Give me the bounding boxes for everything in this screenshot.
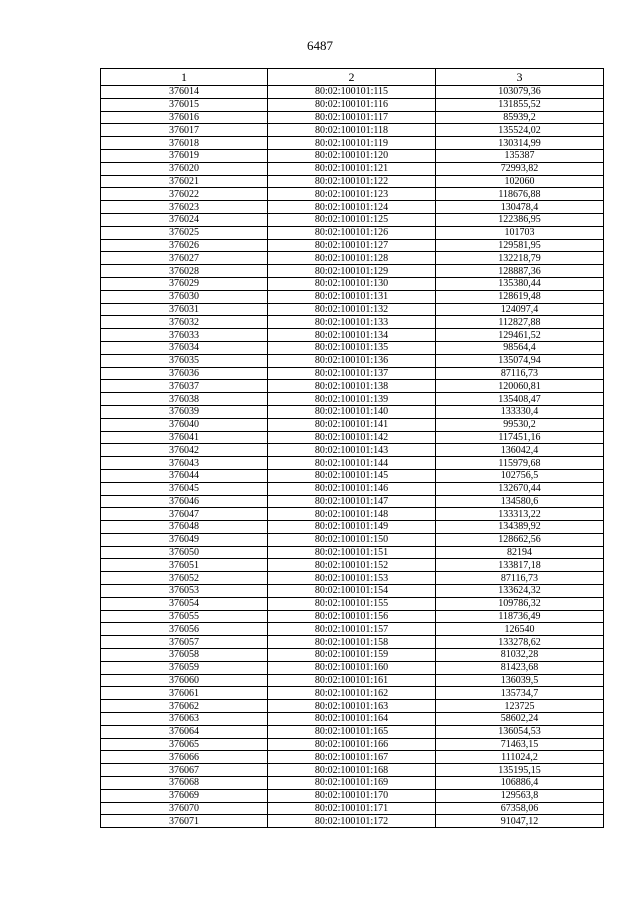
table-row: [101, 213, 604, 226]
table-row: [101, 649, 604, 662]
table-row: [101, 226, 604, 239]
cell-cadastral-id: 80:02:100101:154: [268, 585, 436, 598]
cell-value: 131855,52: [436, 98, 604, 111]
cell-value: 129461,52: [436, 329, 604, 342]
cell-value: 106886,4: [436, 777, 604, 790]
table-row: [101, 572, 604, 585]
cell-cadastral-id: 80:02:100101:138: [268, 380, 436, 393]
cell-value: 102060: [436, 175, 604, 188]
table-row: [101, 777, 604, 790]
table-row: [101, 687, 604, 700]
cell-number: 376048: [101, 521, 268, 534]
cell-number: 376049: [101, 533, 268, 546]
cell-number: 376041: [101, 431, 268, 444]
cell-cadastral-id: 80:02:100101:170: [268, 789, 436, 802]
cell-number: 376057: [101, 636, 268, 649]
table-row: [101, 316, 604, 329]
cell-value: 91047,12: [436, 815, 604, 828]
cell-number: 376051: [101, 559, 268, 572]
cell-value: 122386,95: [436, 213, 604, 226]
cell-cadastral-id: 80:02:100101:118: [268, 124, 436, 137]
table-row: [101, 380, 604, 393]
cell-value: 135408,47: [436, 393, 604, 406]
cell-value: 58602,24: [436, 713, 604, 726]
table-row: [101, 418, 604, 431]
cell-number: 376015: [101, 98, 268, 111]
cell-number: 376022: [101, 188, 268, 201]
cell-cadastral-id: 80:02:100101:121: [268, 162, 436, 175]
cell-value: 135074,94: [436, 354, 604, 367]
cell-cadastral-id: 80:02:100101:160: [268, 661, 436, 674]
table-row: [101, 610, 604, 623]
cell-number: 376014: [101, 86, 268, 99]
cell-cadastral-id: 80:02:100101:168: [268, 764, 436, 777]
cell-cadastral-id: 80:02:100101:157: [268, 623, 436, 636]
cell-number: 376026: [101, 239, 268, 252]
cell-cadastral-id: 80:02:100101:147: [268, 495, 436, 508]
table-row: [101, 111, 604, 124]
cell-cadastral-id: 80:02:100101:166: [268, 738, 436, 751]
table-row: [101, 457, 604, 470]
table-row: [101, 738, 604, 751]
cell-value: 124097,4: [436, 303, 604, 316]
cell-number: 376029: [101, 277, 268, 290]
cell-cadastral-id: 80:02:100101:144: [268, 457, 436, 470]
cell-number: 376032: [101, 316, 268, 329]
cell-cadastral-id: 80:02:100101:123: [268, 188, 436, 201]
cell-number: 376031: [101, 303, 268, 316]
cell-value: 132670,44: [436, 482, 604, 495]
cell-value: 129563,8: [436, 789, 604, 802]
cell-number: 376059: [101, 661, 268, 674]
cell-value: 101703: [436, 226, 604, 239]
table-row: [101, 431, 604, 444]
table-row: [101, 597, 604, 610]
table-row: [101, 329, 604, 342]
cell-number: 376046: [101, 495, 268, 508]
cell-cadastral-id: 80:02:100101:159: [268, 649, 436, 662]
cell-value: 135195,15: [436, 764, 604, 777]
cell-number: 376024: [101, 213, 268, 226]
cell-cadastral-id: 80:02:100101:116: [268, 98, 436, 111]
cell-value: 136039,5: [436, 674, 604, 687]
cell-cadastral-id: 80:02:100101:122: [268, 175, 436, 188]
cell-cadastral-id: 80:02:100101:143: [268, 444, 436, 457]
cell-value: 87116,73: [436, 367, 604, 380]
cell-cadastral-id: 80:02:100101:172: [268, 815, 436, 828]
cell-cadastral-id: 80:02:100101:167: [268, 751, 436, 764]
table-row: [101, 815, 604, 828]
cell-value: 135387: [436, 149, 604, 162]
table-row: [101, 175, 604, 188]
cell-value: 133330,4: [436, 405, 604, 418]
cell-cadastral-id: 80:02:100101:152: [268, 559, 436, 572]
table-row: [101, 162, 604, 175]
cell-cadastral-id: 80:02:100101:127: [268, 239, 436, 252]
table-row: [101, 98, 604, 111]
cell-cadastral-id: 80:02:100101:132: [268, 303, 436, 316]
cell-value: 102756,5: [436, 469, 604, 482]
cell-value: 130478,4: [436, 201, 604, 214]
cell-value: 128887,36: [436, 265, 604, 278]
cell-cadastral-id: 80:02:100101:137: [268, 367, 436, 380]
cell-cadastral-id: 80:02:100101:129: [268, 265, 436, 278]
cell-value: 98564,4: [436, 341, 604, 354]
table-row: [101, 124, 604, 137]
column-header-1: 1: [101, 69, 268, 86]
cell-cadastral-id: 80:02:100101:161: [268, 674, 436, 687]
table-row: [101, 508, 604, 521]
table-row: [101, 405, 604, 418]
table-row: [101, 521, 604, 534]
cell-number: 376023: [101, 201, 268, 214]
cell-number: 376070: [101, 802, 268, 815]
table-row: [101, 802, 604, 815]
column-header-2: 2: [268, 69, 436, 86]
cell-cadastral-id: 80:02:100101:133: [268, 316, 436, 329]
cell-number: 376060: [101, 674, 268, 687]
cell-value: 128619,48: [436, 290, 604, 303]
table-row: [101, 137, 604, 150]
cell-value: 115979,68: [436, 457, 604, 470]
cell-number: 376064: [101, 725, 268, 738]
cell-number: 376028: [101, 265, 268, 278]
table-row: [101, 533, 604, 546]
cell-value: 134580,6: [436, 495, 604, 508]
cell-value: 134389,92: [436, 521, 604, 534]
cell-number: 376047: [101, 508, 268, 521]
cell-cadastral-id: 80:02:100101:141: [268, 418, 436, 431]
cell-number: 376030: [101, 290, 268, 303]
cell-cadastral-id: 80:02:100101:145: [268, 469, 436, 482]
cell-cadastral-id: 80:02:100101:126: [268, 226, 436, 239]
cell-number: 376050: [101, 546, 268, 559]
cell-number: 376036: [101, 367, 268, 380]
cell-value: 135734,7: [436, 687, 604, 700]
table-row: [101, 713, 604, 726]
cell-number: 376034: [101, 341, 268, 354]
table-row: [101, 393, 604, 406]
cell-number: 376033: [101, 329, 268, 342]
cell-value: 136042,4: [436, 444, 604, 457]
cell-value: 132218,79: [436, 252, 604, 265]
table-row: [101, 764, 604, 777]
cell-number: 376063: [101, 713, 268, 726]
cell-value: 109786,32: [436, 597, 604, 610]
cell-number: 376021: [101, 175, 268, 188]
cell-cadastral-id: 80:02:100101:120: [268, 149, 436, 162]
cell-cadastral-id: 80:02:100101:162: [268, 687, 436, 700]
cell-number: 376071: [101, 815, 268, 828]
cell-number: 376062: [101, 700, 268, 713]
cell-number: 376016: [101, 111, 268, 124]
cell-cadastral-id: 80:02:100101:117: [268, 111, 436, 124]
cell-value: 85939,2: [436, 111, 604, 124]
cell-value: 133313,22: [436, 508, 604, 521]
cell-cadastral-id: 80:02:100101:140: [268, 405, 436, 418]
cell-value: 136054,53: [436, 725, 604, 738]
table-row: [101, 290, 604, 303]
cell-number: 376045: [101, 482, 268, 495]
cell-cadastral-id: 80:02:100101:142: [268, 431, 436, 444]
cell-number: 376019: [101, 149, 268, 162]
cell-value: 87116,73: [436, 572, 604, 585]
table-row: [101, 265, 604, 278]
cell-number: 376039: [101, 405, 268, 418]
table-row: [101, 201, 604, 214]
cell-value: 129581,95: [436, 239, 604, 252]
cell-cadastral-id: 80:02:100101:134: [268, 329, 436, 342]
cell-value: 135380,44: [436, 277, 604, 290]
cell-cadastral-id: 80:02:100101:130: [268, 277, 436, 290]
cell-value: 103079,36: [436, 86, 604, 99]
table-row: [101, 636, 604, 649]
cell-value: 133624,32: [436, 585, 604, 598]
cell-number: 376066: [101, 751, 268, 764]
cell-number: 376055: [101, 610, 268, 623]
cell-cadastral-id: 80:02:100101:156: [268, 610, 436, 623]
cell-cadastral-id: 80:02:100101:148: [268, 508, 436, 521]
table-row: [101, 303, 604, 316]
cell-cadastral-id: 80:02:100101:171: [268, 802, 436, 815]
cell-cadastral-id: 80:02:100101:125: [268, 213, 436, 226]
page-number: 6487: [307, 38, 333, 53]
cell-cadastral-id: 80:02:100101:119: [268, 137, 436, 150]
cell-number: 376037: [101, 380, 268, 393]
cell-cadastral-id: 80:02:100101:150: [268, 533, 436, 546]
cell-value: 123725: [436, 700, 604, 713]
table-row: [101, 239, 604, 252]
cell-value: 111024,2: [436, 751, 604, 764]
cell-cadastral-id: 80:02:100101:169: [268, 777, 436, 790]
cell-value: 126540: [436, 623, 604, 636]
cell-number: 376027: [101, 252, 268, 265]
cell-cadastral-id: 80:02:100101:164: [268, 713, 436, 726]
cell-value: 133817,18: [436, 559, 604, 572]
cell-value: 81032,28: [436, 649, 604, 662]
cell-number: 376054: [101, 597, 268, 610]
cell-cadastral-id: 80:02:100101:131: [268, 290, 436, 303]
cell-number: 376044: [101, 469, 268, 482]
header-row: [101, 69, 604, 86]
cell-cadastral-id: 80:02:100101:149: [268, 521, 436, 534]
cell-cadastral-id: 80:02:100101:158: [268, 636, 436, 649]
cell-cadastral-id: 80:02:100101:146: [268, 482, 436, 495]
table-row: [101, 341, 604, 354]
cell-number: 376067: [101, 764, 268, 777]
table-row: [101, 585, 604, 598]
cell-value: 120060,81: [436, 380, 604, 393]
cell-cadastral-id: 80:02:100101:136: [268, 354, 436, 367]
table-row: [101, 725, 604, 738]
cell-value: 117451,16: [436, 431, 604, 444]
cell-value: 135524,02: [436, 124, 604, 137]
table-row: [101, 469, 604, 482]
table-row: [101, 252, 604, 265]
table-row: [101, 444, 604, 457]
table-row: [101, 495, 604, 508]
cell-number: 376065: [101, 738, 268, 751]
table-row: [101, 661, 604, 674]
table-row: [101, 482, 604, 495]
cell-number: 376068: [101, 777, 268, 790]
cell-number: 376020: [101, 162, 268, 175]
cell-number: 376058: [101, 649, 268, 662]
cell-value: 128662,56: [436, 533, 604, 546]
table-row: [101, 354, 604, 367]
cell-value: 81423,68: [436, 661, 604, 674]
cell-cadastral-id: 80:02:100101:165: [268, 725, 436, 738]
cell-value: 118676,88: [436, 188, 604, 201]
cell-value: 112827,88: [436, 316, 604, 329]
cell-number: 376038: [101, 393, 268, 406]
column-header-3: 3: [436, 69, 604, 86]
cell-cadastral-id: 80:02:100101:151: [268, 546, 436, 559]
table-row: [101, 149, 604, 162]
cell-cadastral-id: 80:02:100101:128: [268, 252, 436, 265]
table-row: [101, 277, 604, 290]
cell-number: 376017: [101, 124, 268, 137]
table-row: [101, 674, 604, 687]
cell-number: 376052: [101, 572, 268, 585]
cell-number: 376053: [101, 585, 268, 598]
cell-number: 376025: [101, 226, 268, 239]
cell-value: 72993,82: [436, 162, 604, 175]
cell-number: 376040: [101, 418, 268, 431]
cell-cadastral-id: 80:02:100101:135: [268, 341, 436, 354]
cell-number: 376056: [101, 623, 268, 636]
table-row: [101, 86, 604, 99]
table-row: [101, 559, 604, 572]
table-row: [101, 188, 604, 201]
table-row: [101, 546, 604, 559]
cell-cadastral-id: 80:02:100101:163: [268, 700, 436, 713]
table-row: [101, 623, 604, 636]
cell-value: 99530,2: [436, 418, 604, 431]
cell-number: 376035: [101, 354, 268, 367]
cell-value: 67358,06: [436, 802, 604, 815]
table-body: [101, 86, 604, 828]
data-table: [100, 68, 604, 828]
cell-cadastral-id: 80:02:100101:115: [268, 86, 436, 99]
cell-cadastral-id: 80:02:100101:139: [268, 393, 436, 406]
cell-number: 376043: [101, 457, 268, 470]
cell-number: 376018: [101, 137, 268, 150]
cell-value: 133278,62: [436, 636, 604, 649]
cell-value: 118736,49: [436, 610, 604, 623]
table-row: [101, 789, 604, 802]
cell-value: 82194: [436, 546, 604, 559]
table-row: [101, 751, 604, 764]
cell-cadastral-id: 80:02:100101:153: [268, 572, 436, 585]
cell-value: 71463,15: [436, 738, 604, 751]
cell-cadastral-id: 80:02:100101:124: [268, 201, 436, 214]
cell-number: 376061: [101, 687, 268, 700]
cell-cadastral-id: 80:02:100101:155: [268, 597, 436, 610]
cell-number: 376069: [101, 789, 268, 802]
table-row: [101, 700, 604, 713]
table-header: [101, 69, 604, 86]
table-row: [101, 367, 604, 380]
cell-number: 376042: [101, 444, 268, 457]
cell-value: 130314,99: [436, 137, 604, 150]
